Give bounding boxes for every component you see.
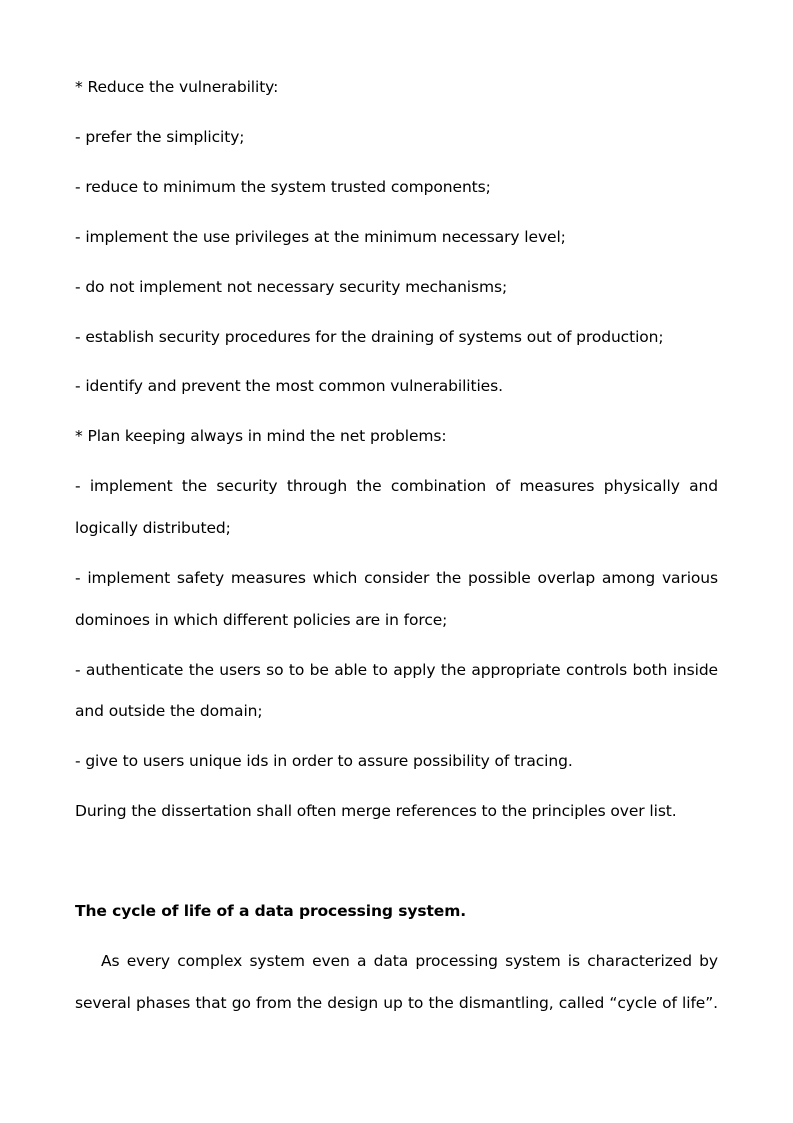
list-item: - establish security procedures for the draining of systems out of production; [75,328,664,346]
section-heading: The cycle of life of a data processing system. [75,902,467,920]
list-heading-reduce-vulnerability: * Reduce the vulnerability: [75,78,279,96]
list-item: - identify and prevent the most common vulnerabilities. [75,377,503,395]
list-item: - implement the security through the combination of measures physically and [75,477,718,495]
list-item-continuation: logically distributed; [75,519,231,537]
list-heading-plan-net-problems: * Plan keeping always in mind the net problems: [75,427,447,445]
paragraph-line: As every complex system even a data processing system is characterized by [101,952,718,970]
body-text: During the dissertation shall often merge references to the principles over list. [75,802,677,820]
list-item: - implement the use privileges at the minimum necessary level; [75,228,566,246]
list-item: - prefer the simplicity; [75,128,245,146]
list-item: - implement safety measures which consider the possible overlap among various [75,569,718,587]
list-item: - reduce to minimum the system trusted components; [75,178,491,196]
paragraph-line: several phases that go from the design up to the dismantling, called “cycle of life”. [75,994,718,1012]
list-item-continuation: dominoes in which different policies are in force; [75,611,448,629]
list-item: - do not implement not necessary security mechanisms; [75,278,508,296]
list-item: - give to users unique ids in order to assure possibility of tracing. [75,752,573,770]
list-item-continuation: and outside the domain; [75,702,263,720]
list-item: - authenticate the users so to be able to apply the appropriate controls both inside [75,661,718,679]
